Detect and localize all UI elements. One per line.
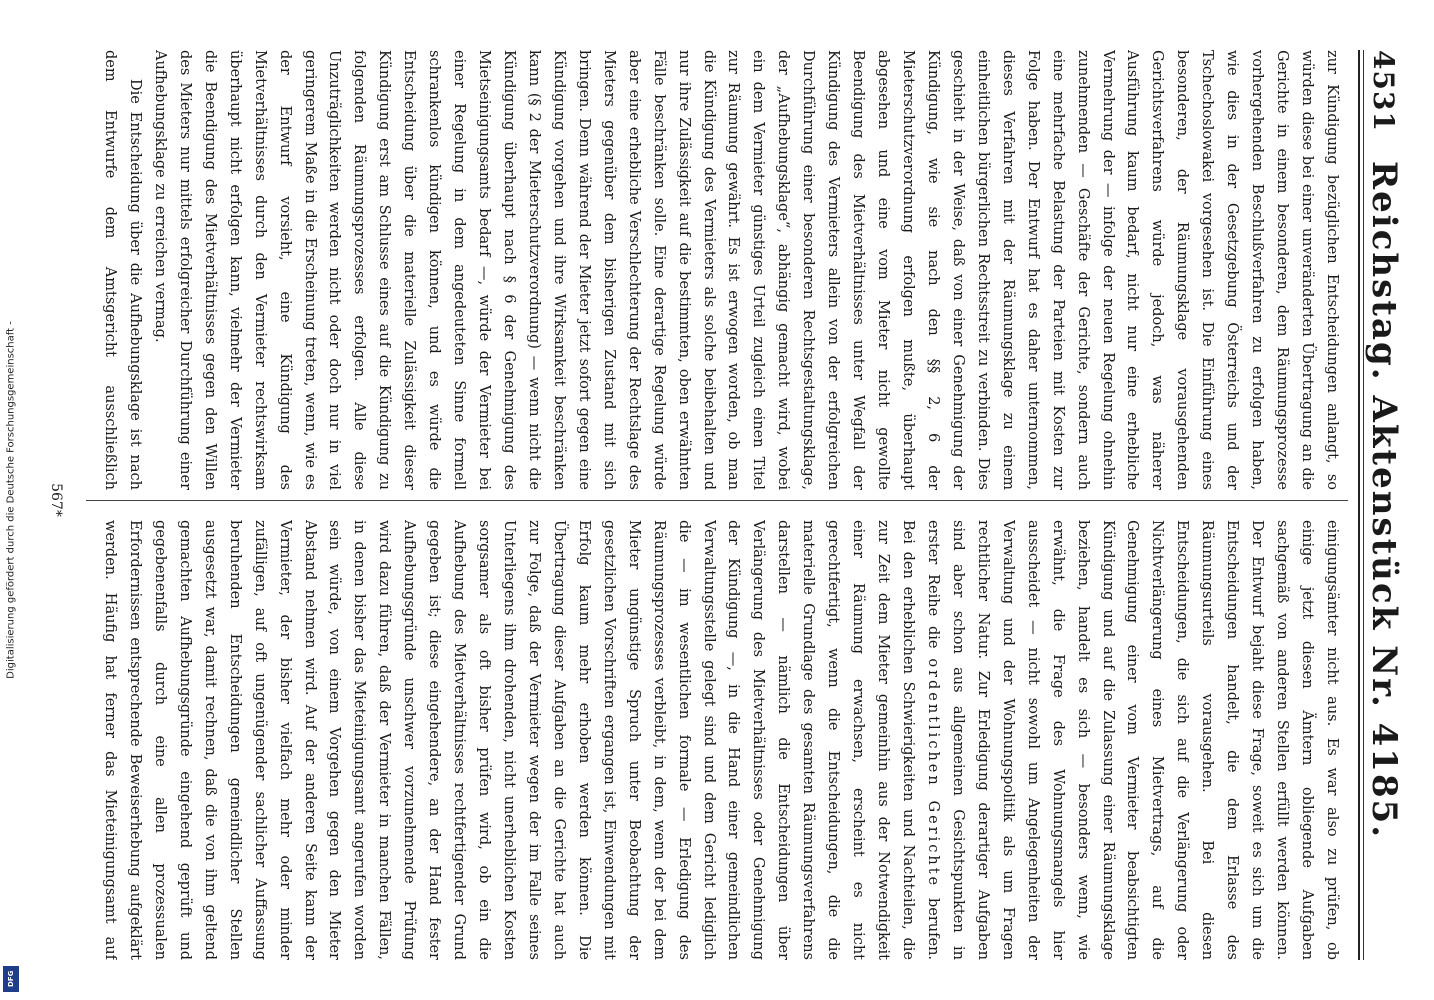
- dfg-logo-icon: DFG: [3, 966, 19, 992]
- text-column-left: [94, 50, 1344, 490]
- paragraph-text: berufen. Bei den erheblichen Schwierigkeiten und Nachteilen, die zur Zeit dem Mieter gemeinhin aus der Notwendigkeit einer Räumung erwachsen, erscheint es nicht gerechtfertigt, wenn die Entscheidungen, die die materielle Grundlage des gesamten Räumungsverfahrens darstellen — nämlich die Entscheidungen über Verlängerung des Mietverhältnisses oder Genehmigung der Kündigung —, in die Hand einer gemeindlichen Verwaltungsstelle gelegt sind und dem Gericht lediglich die — im wesentlichen formale — Erledigung des Räumungsprozesses verbleibt, in dem, wenn der bei dem Mieter ungünstige Spruch unter Beobachtung der gesetzlichen Vorschriften ergangen ist, Einwendungen mit Erfolg kaum mehr erhoben werden können. Die Übertragung dieser Aufgaben an die Gerichte hat auch zur Folge, daß der Vermieter wegen der im Falle seines Unterliegens ihm drohenden, nicht unerheblichen Kosten sorgsamer als oft bisher prüfen wird, ob ein die Aufhebung des Mietverhältnisses rechtfertigender Grund gegeben ist; diese eingehendere, an der Hand fester Aufhebungsgründe unschwer vorzunehmende Prüfung wird dazu führen, daß der Vermieter in manchen Fällen, in denen bisher das Mieteinigungsamt angerufen worden sein würde, von einem Vorgehen gegen den Mieter Abstand nehmen wird. Auf der anderen Seite kann der Vermieter, der bisher vielfach mehr oder minder zufälligen, auf oft ungenügender sachlicher Auffassung beruhenden Entscheidungen gemeindlicher Stellen ausgesetzt war, damit rechnen, daß die von ihm geltend gemachten Aufhebungsgründe eingehend geprüft und gegebenenfalls durch eine allen prozessualen Erfordernissen entsprechende Beweiserhebung aufgeklärt werden. Häufig hat ferner das Mieteinigungsamt auf: [102, 520, 941, 960]
- page-number: 4531: [1367, 50, 1400, 132]
- header-rule-thick: [1358, 50, 1360, 960]
- credit-text: Digitalisierung gefördert durch die Deutsche Forschungsgemeinschaft -: [5, 321, 17, 679]
- spaced-emphasis: ordentlichen Gerichte: [925, 658, 941, 889]
- digitization-credit: [0, 0, 22, 1000]
- paragraph: Die Entscheidung über die Aufhebungsklage ist nach dem Entwurfe dem Amtsgericht ausschließlich: [102, 50, 143, 490]
- paragraph-text: einigungsämter nicht aus. Es war also zu prüfen, ob einige jetzt diesen Ämtern obliegende Aufgaben sachgemäß von anderen Stellen erfüllt werden können. Der Entwurf bejaht diese Frage, soweit es sich um die Entscheidungen handelt, die dem Erlasse des Räumungsurteils vorausgehen. Bei diesen Entscheidungen, die sich auf die Verlängerung oder Nichtverlängerung eines Mietvertrags, auf die Genehmigung einer vom Vermieter beabsichtigten Kündigung und auf die Zulassung einer Räumungsklage beziehen, handelt es sich — besonders wenn, wie erwähnt, die Frage des Wohnungsmangels hier ausscheidet — nicht sowohl um Angelegenheiten der Verwaltung und der Wohnungspolitik als um Fragen rechtlicher Natur. Zur Erledigung derartiger Aufgaben sind aber schon aus allgemeinen Gesichtspunkten in erster Reihe die: [925, 520, 1340, 960]
- running-head: Reichstag. Aktenstück Nr. 4185.: [1364, 160, 1404, 840]
- sheet-signature: 567*: [48, 483, 64, 517]
- column-separator: [86, 500, 1348, 501]
- paragraph: [94, 520, 1344, 960]
- paragraph: zur Kündigung bezüglichen Entscheidungen anlangt, so würden diese bei einer unveränderten Übertragung an die Gerichte in einem besonderen, dem Räumungsprozesse vorhergehenden Beschlußverfahren zu erfolgen haben, wie dies in der Gesetzgebung Österreichs und der Tschechoslowakei vorgesehen ist. Die Einführung eines besonderen, der Räumungsklage vorausgehenden Gerichtsverfahrens würde jedoch, was näherer Ausführung kaum bedarf, nicht nur eine erhebliche Vermehrung der — infolge der neuen Regelung ohnehin zunehmenden — Geschäfte der Gerichte, sondern auch eine mehrfache Belastung der Parteien mit Kosten zur Folge haben. Der Entwurf hat es daher unternommen, dieses Verfahren mit der Räumungsklage zu einem einheitlichen bürgerlichen Rechtsstreit zu verbinden. Dies geschieht in der Weise, daß von einer Genehmigung der Kündigung, wie sie nach den §§ 2, 6 der Mieterschutzverordnung erfolgen mußte, überhaupt abgesehen und eine vom Mieter nicht gewollte Beendigung des Mietverhältnisses unter Wegfall der Kündigung des Vermieters allein von der erfolgreichen Durchführung einer besonderen Rechtsgestaltungsklage, der „Aufhebungsklage“, abhängig gemacht wird, wobei ein dem Vermieter günstiges Urteil zugleich einen Titel zur Räumung gewährt. Es ist erwogen worden, ob man die Kündigung des Vermieters als solche beibehalten und nur ihre Zulässigkeit auf die bestimmten, oben erwähnten Fälle beschränken solle. Eine derartige Regelung würde aber eine erhebliche Verschlechterung der Rechtslage des Mieters gegenüber dem bisherigen Zustand mit sich bringen. Denn während der Mieter jetzt sofort gegen eine Kündigung vorgehen und ihre Wirksamkeit beschränken kann (§ 2 der Mieterschutzverordnung) — wenn nicht die Kündigung überhaupt nach § 6 der Genehmigung des Mietseinigungsamts bedarf —, würde der Vermieter bei einer Regelung in dem angedeuteten Sinne formell schrankenlos kündigen können, und es würde die Entscheidung über die materielle Zulässigkeit dieser Kündigung erst am Schlusse eines auf die Kündigung zu folgenden Räumungsprozesses erfolgen. Alle diese Unzuträglichkeiten werden nicht oder doch nur in viel geringerem Maße in die Erscheinung treten, wenn, wie es der Entwurf vorsieht, eine Kündigung des Mietverhältnisses durch den Vermieter rechtswirksam überhaupt nicht erfolgen kann, vielmehr der Vermieter die Beendigung des Mietverhältnisses gegen den Willen des Mieters nur mittels erfolgreicher Durchführung einer Aufhebungsklage zu erreichen vermag.: [151, 50, 1340, 490]
- header-rule-thin: [1363, 50, 1364, 960]
- text-column-right: [94, 520, 1344, 960]
